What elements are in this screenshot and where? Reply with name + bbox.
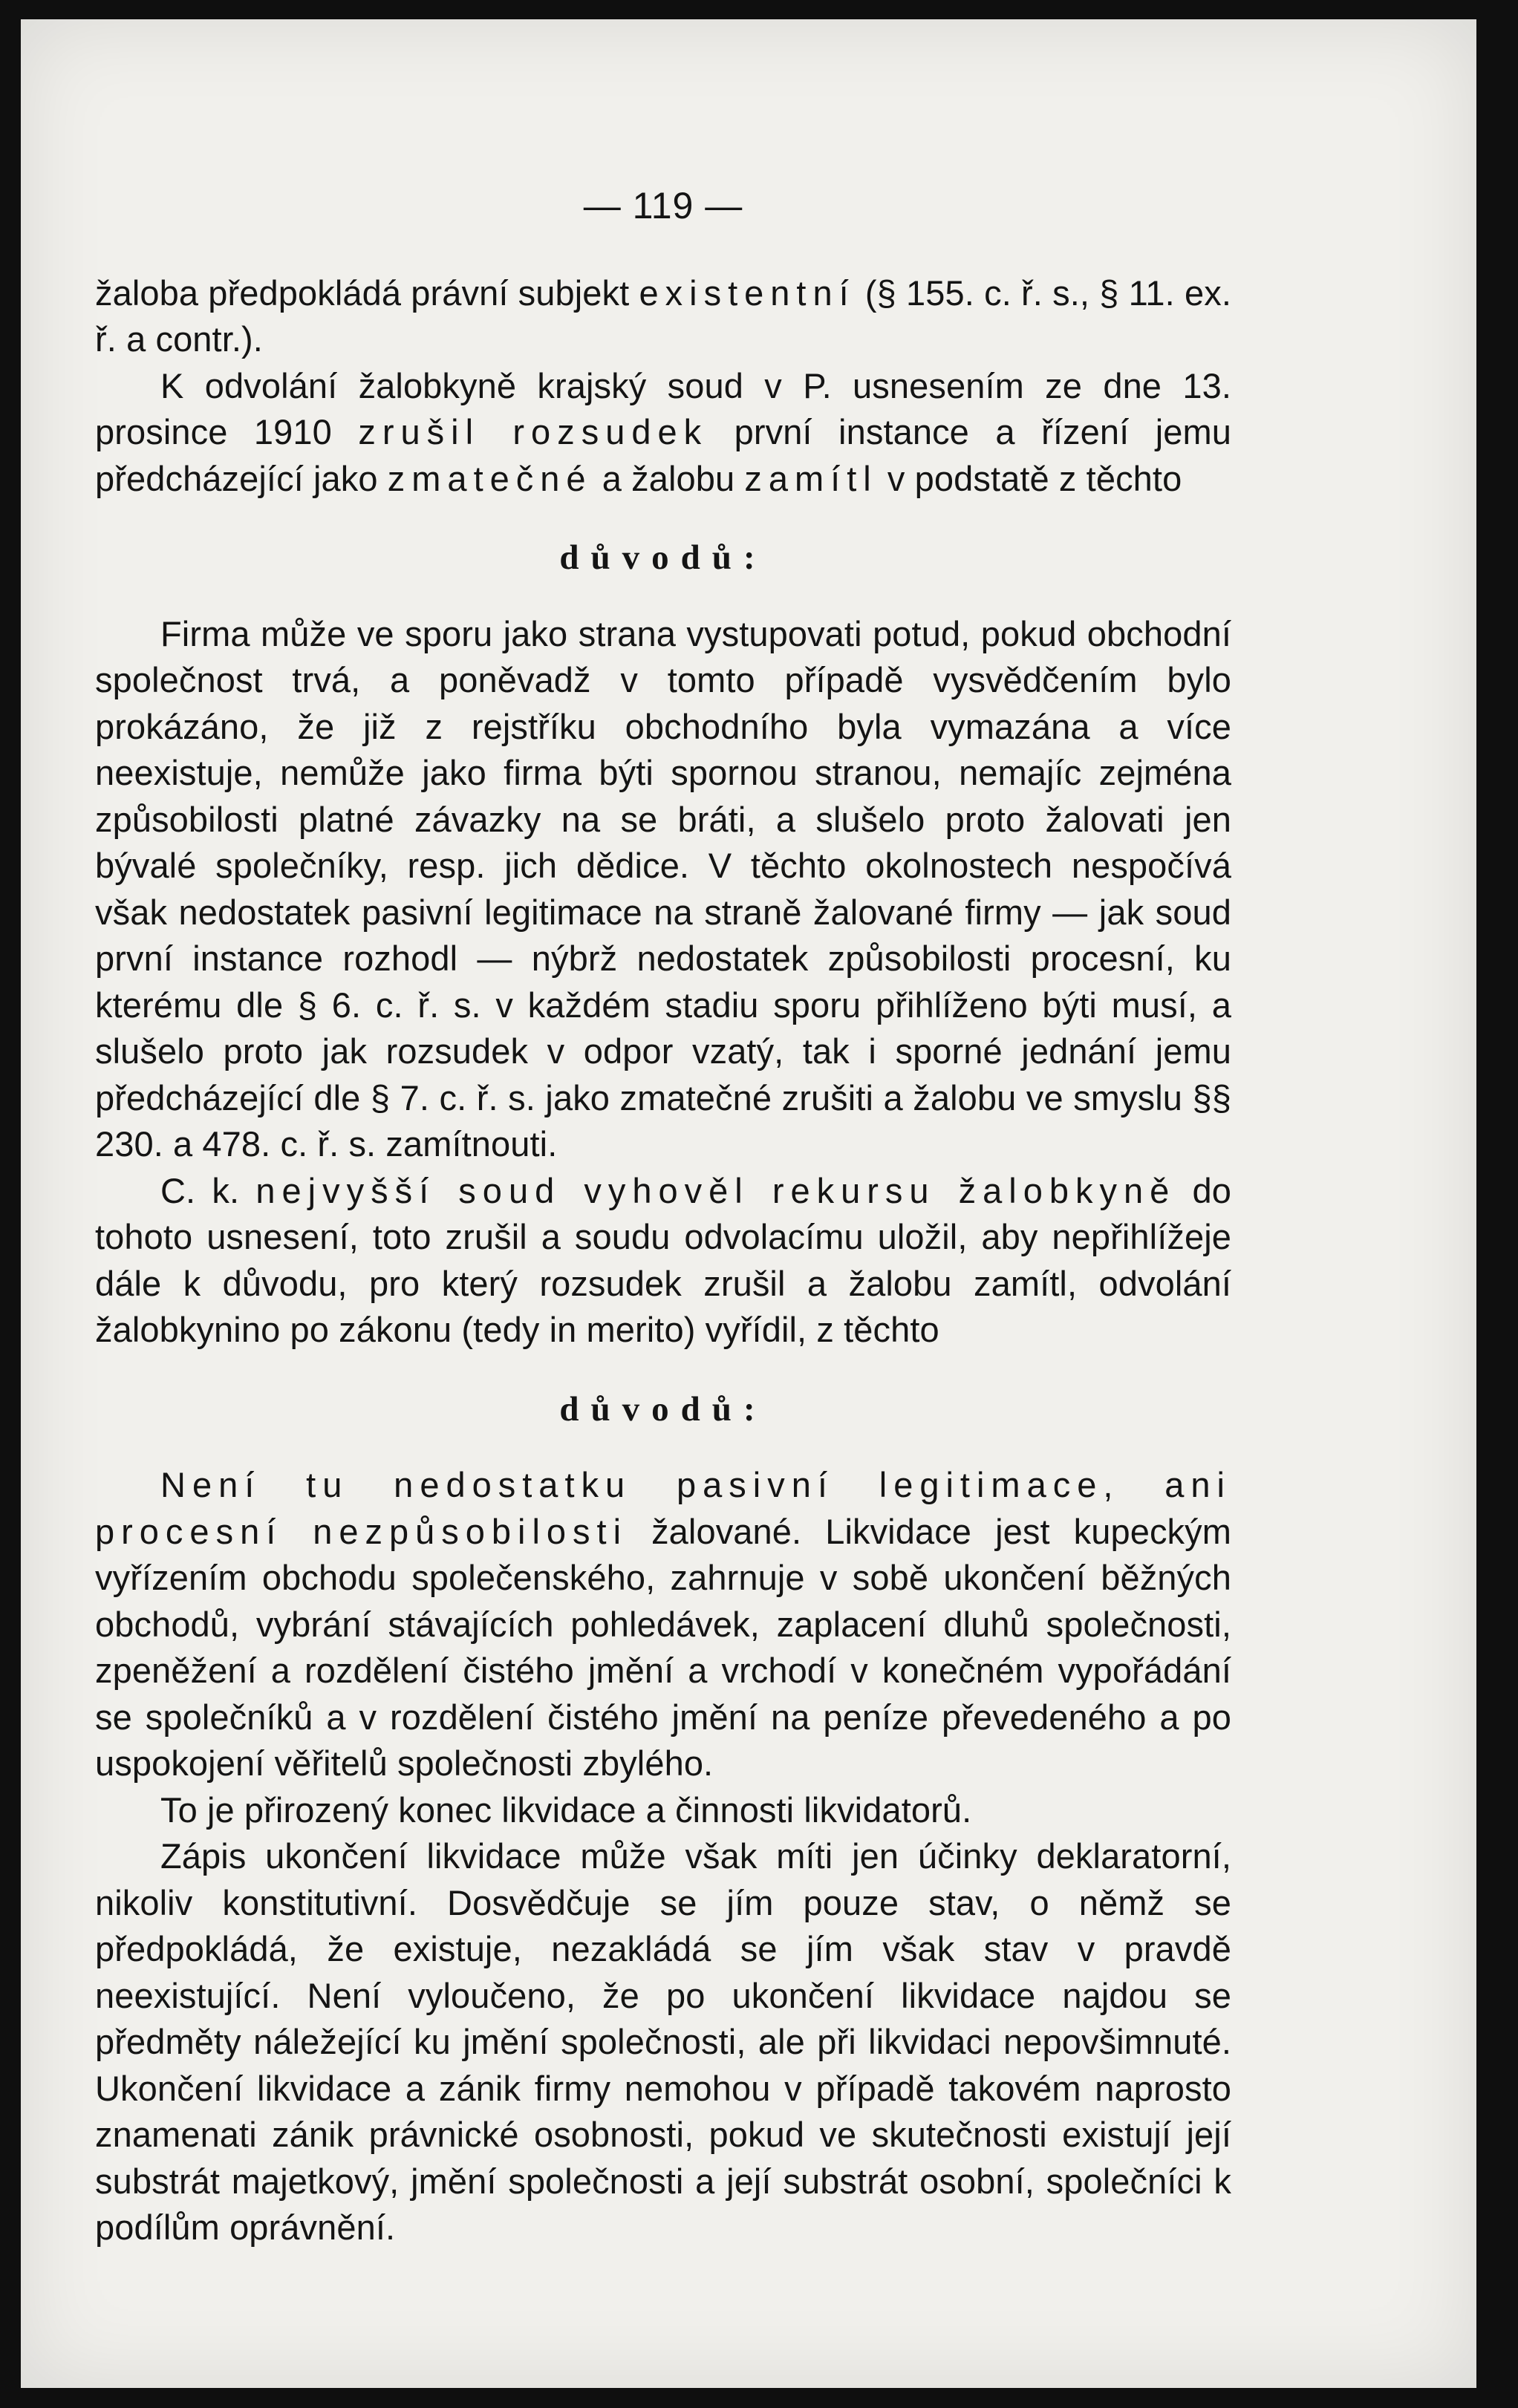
scanned-page xyxy=(21,19,1476,2388)
paragraph-2 xyxy=(95,363,1231,503)
text-span: žalované. Likvidace jest kupeckým vyřízením obchodu společenského, zahrnuje v sobě ukončení běžných obchodů, vybrání stávajících pohledávek, zaplacení dluhů společnosti, zpeněžení a rozdělení čistého jmění a vrchodí v konečném vypořádání se společníků a v rozdělení čistého jmění na peníze převedeného a po uspokojení věřitelů společnosti zbylého. xyxy=(95,1511,1232,1783)
text-span: do tohoto usnesení, toto zrušil a soudu odvolacímu uložil, aby nepřihlížeje dále k důvodu, pro který rozsudek zrušil a žalobu zamítl, odvolání žalobkynino po zákonu (tedy in merito) vyřídil, z těchto xyxy=(95,1170,1231,1349)
paragraph-4 xyxy=(95,1168,1231,1354)
text-span: žaloba předpokládá právní subjekt xyxy=(95,273,639,313)
section-heading: důvodů: xyxy=(559,1389,767,1429)
spaced-text: existentní xyxy=(639,273,856,313)
text-span: C. k. xyxy=(160,1170,256,1210)
spaced-text: zmatečné xyxy=(387,458,593,498)
text-span: a žalobu xyxy=(592,458,745,498)
spaced-text: zamítl xyxy=(744,458,878,498)
text-span: K odvolání žalobkyně krajský soud v P. usnesením ze dne 13. prosince 1910 xyxy=(95,365,1231,451)
page-number: — 119 — xyxy=(583,185,743,226)
text-span: Zápis ukončení likvidace může však míti jen účinky deklaratorní, nikoliv konstitutivní. Dosvědčuje se jím pouze stav, o němž se předpokládá, že existuje, nezakládá se jím však stav v pravdě neexistující. Není vyloučeno, že po ukončení likvidace najdou se předměty náležející ku jmění společnosti, ale při likvidaci nepovšimnuté. Ukončení likvidace a zánik firmy nemohou v případě takovém naprosto znamenati zánik právnické osobnosti, pokud ve skutečnosti existují její substrát majetkový, jmění společnosti a její substrát osobní, společníci k podílům oprávnění. xyxy=(95,1836,1231,2247)
spaced-text: Není tu nedostatku pasivní legitimace, ani procesní nezpůsobilosti xyxy=(95,1465,1231,1551)
text-span: To je přirozený konec likvidace a činnosti likvidatorů. xyxy=(160,1789,972,1830)
paragraph-1 xyxy=(95,270,1231,363)
paragraph-6 xyxy=(95,1787,1231,1834)
spaced-text: nejvyšší soud vyhověl rekursu žalobkyně xyxy=(255,1170,1176,1210)
text-span: v podstatě z těchto xyxy=(877,458,1182,498)
page-text xyxy=(95,183,1231,2251)
paragraph-3 xyxy=(95,611,1231,1168)
text-span: první instance a řízení jemu předcházející jako xyxy=(95,412,1231,498)
paragraph-7 xyxy=(95,1833,1231,2251)
paragraph-5 xyxy=(95,1462,1231,1787)
spaced-text: zrušil rozsudek xyxy=(358,412,708,451)
text-span: Firma může ve sporu jako strana vystupovati potud, pokud obchodní společnost trvá, a poněvadž v tomto případě vysvědčením bylo prokázáno, že již z rejstříku obchodního byla vymazána a více neexistuje, nemůže jako firma býti spornou stranou, nemajíc zejména způsobilosti platné závazky na se bráti, a slušelo proto žalovati jen bývalé společníky, resp. jich dědice. V těchto okolnostech nespočívá však nedostatek pasivní legitimace na straně žalované firmy — jak soud první instance rozhodl — nýbrž nedostatek způsobilosti procesní, ku kterému dle § 6. c. ř. s. v každém stadiu sporu přihlíženo býti musí, a slušelo proto jak rozsudek v odpor vzatý, tak i sporné jednání jemu předcházející dle § 7. c. ř. s. jako zmatečné zrušiti a žalobu ve smyslu §§ 230. a 478. c. ř. s. zamítnouti. xyxy=(95,613,1231,1164)
text-span: (§ 155. c. ř. s., § 11. ex. ř. a contr.). xyxy=(95,273,1231,359)
section-heading: důvodů: xyxy=(559,538,767,577)
